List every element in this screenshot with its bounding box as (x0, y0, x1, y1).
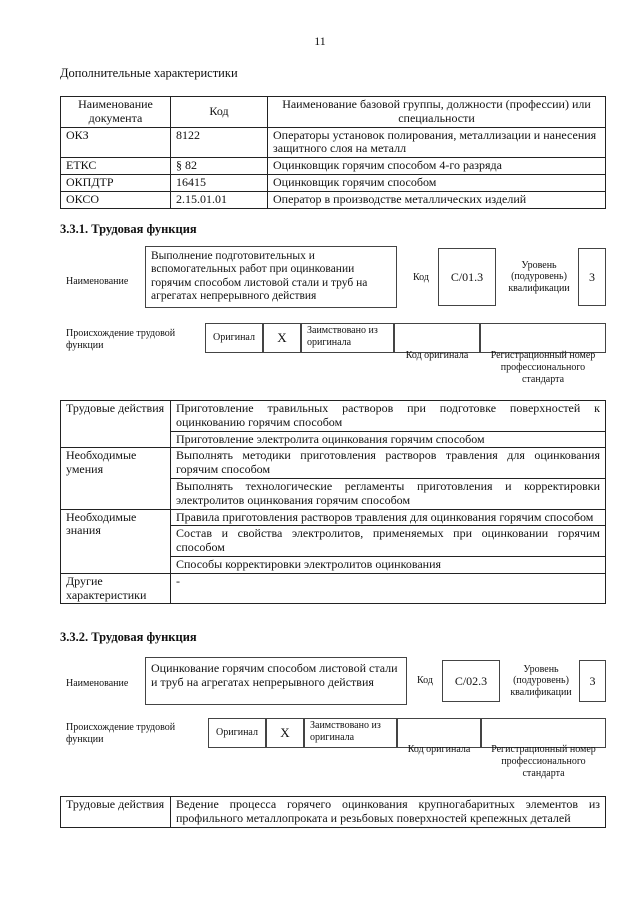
cell-doc: ЕТКС (61, 158, 171, 175)
function-2-original-label: Оригинал (208, 718, 266, 748)
knowledge-item: Состав и свойства электролитов, применяемых при оцинковании горячим способом (171, 526, 606, 557)
function-1-reg-number-label: Регистрационный номер профессионального стандарта (490, 350, 596, 385)
additional-characteristics-heading: Дополнительные характеристики (60, 66, 238, 80)
function-2-details-table (60, 796, 606, 828)
header-group-name: Наименование базовой группы, должности (профессии) или специальности (268, 97, 606, 128)
cell-doc: ОКСО (61, 191, 171, 208)
function-2-borrowed-label: Заимствовано из оригинала (304, 718, 397, 748)
actions-label: Трудовые действия (61, 401, 171, 448)
function-1-code-original-box (394, 323, 480, 353)
cell-code: § 82 (171, 158, 268, 175)
function-1-reg-number-box (480, 323, 606, 353)
header-code: Код (171, 97, 268, 128)
function-2-title: 3.3.2. Трудовая функция (60, 630, 197, 644)
skill-item: Выполнять технологические регламенты приготовления и корректировки электролитов оцинкования горячим способом (171, 478, 606, 509)
function-2-reg-number-label: Регистрационный номер профессионального стандарта (491, 744, 596, 779)
cell-name: Оцинковщик горячим способом 4-го разряда (268, 158, 606, 175)
function-1-name: Выполнение подготовительных и вспомогательных работ при оцинковании горячим способом листовой стали и труб на агрегатах непрерывного действия (145, 246, 397, 308)
function-1-code-label: Код (413, 272, 429, 283)
function-2-code-label: Код (417, 675, 433, 686)
action-item: Приготовление электролита оцинкования горячим способом (171, 431, 606, 448)
table-row (61, 797, 606, 828)
skills-label: Необходимые умения (61, 448, 171, 509)
function-2-level: 3 (579, 660, 606, 702)
action-item: Ведение процесса горячего оцинкования крупногабаритных элементов из профильного металлопроката и резьбовых поверхностей крепежных деталей (171, 797, 606, 828)
table-row (61, 174, 606, 191)
function-2-code: С/02.3 (442, 660, 500, 702)
function-1-level-label: Уровень (подуровень) квалификации (508, 259, 570, 294)
function-1-title: 3.3.1. Трудовая функция (60, 222, 197, 236)
knowledge-label: Необходимые знания (61, 509, 171, 573)
cell-doc: ОКПДТР (61, 174, 171, 191)
page-number: 11 (314, 34, 326, 48)
function-2-name-label: Наименование (66, 678, 129, 689)
cell-doc: ОКЗ (61, 127, 171, 158)
table-row (61, 191, 606, 208)
cell-name: Операторы установок полирования, металлизации и нанесения защитного слоя на металл (268, 127, 606, 158)
cell-code: 16415 (171, 174, 268, 191)
table-row (61, 448, 606, 479)
function-1-details-table (60, 400, 606, 604)
table-row (61, 401, 606, 432)
function-2-original-mark: X (266, 718, 304, 748)
cell-name: Оператор в производстве металлических изделий (268, 191, 606, 208)
function-2-origin-label: Происхождение трудовой функции (66, 722, 176, 745)
skill-item: Выполнять методики приготовления растворов травления для оцинкования горячим способом (171, 448, 606, 479)
function-2-level-label: Уровень (подуровень) квалификации (510, 663, 572, 698)
cell-code: 2.15.01.01 (171, 191, 268, 208)
function-2-name: Оцинкование горячим способом листовой стали и труб на агрегатах непрерывного действия (145, 657, 407, 705)
function-2-code-original-label: Код оригинала (407, 744, 471, 755)
table-row (61, 158, 606, 175)
function-1-code: С/01.3 (438, 248, 496, 306)
table-row (61, 509, 606, 526)
function-1-level: 3 (578, 248, 606, 306)
function-1-name-label: Наименование (66, 276, 129, 287)
table-row (61, 127, 606, 158)
header-document: Наименование документа (61, 97, 171, 128)
other-label: Другие характеристики (61, 573, 171, 604)
function-1-original-label: Оригинал (205, 323, 263, 353)
function-1-borrowed-label: Заимствовано из оригинала (301, 323, 394, 353)
action-item: Приготовление травильных растворов при подготовке поверхностей к оцинкованию горячим способом (171, 401, 606, 432)
knowledge-item: Способы корректировки электролитов оцинкования (171, 556, 606, 573)
function-1-origin-label: Происхождение трудовой функции (66, 328, 176, 351)
knowledge-item: Правила приготовления растворов травления для оцинкования горячим способом (171, 509, 606, 526)
actions-label: Трудовые действия (61, 797, 171, 828)
other-value: - (171, 573, 606, 604)
additional-characteristics-table (60, 96, 606, 209)
cell-name: Оцинковщик горячим способом (268, 174, 606, 191)
function-1-code-original-label: Код оригинала (405, 350, 469, 361)
function-1-original-mark: X (263, 323, 301, 353)
table-header-row (61, 97, 606, 128)
table-row (61, 573, 606, 604)
cell-code: 8122 (171, 127, 268, 158)
